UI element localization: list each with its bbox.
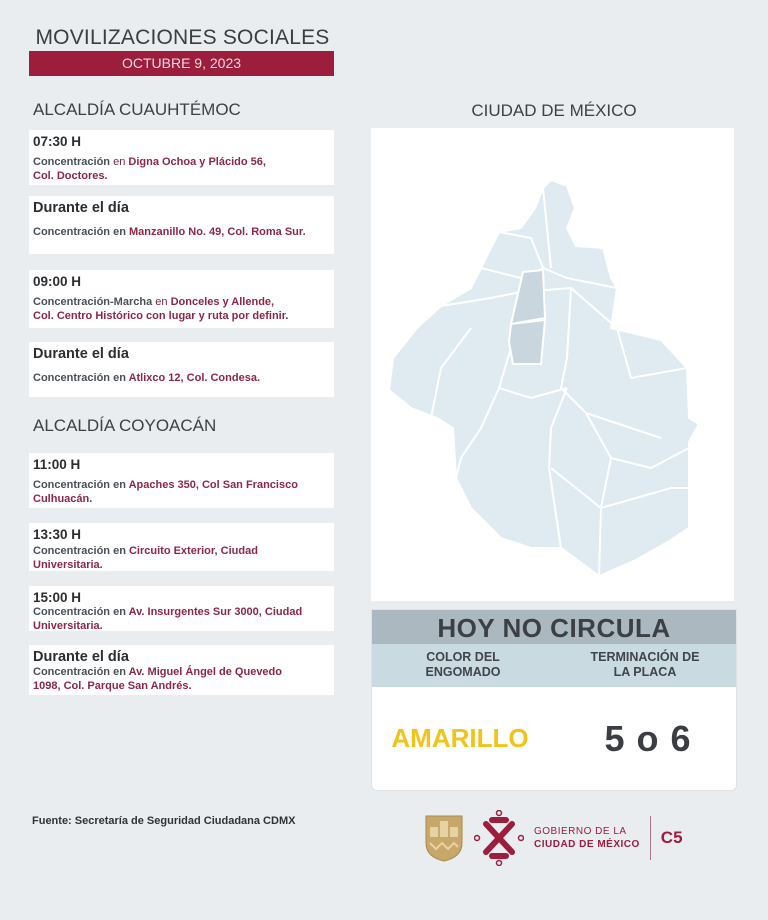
event-time: 09:00 H bbox=[33, 274, 82, 289]
page-title: MOVILIZACIONES SOCIALES bbox=[35, 26, 330, 49]
sticker-color-value: AMARILLO bbox=[391, 723, 529, 753]
event-time: 07:30 H bbox=[33, 134, 82, 149]
event-description: Concentración en Av. Insurgentes Sur 3000, Ciudad Universitaria. bbox=[33, 606, 303, 632]
event-time: 15:00 H bbox=[33, 590, 82, 605]
event-card bbox=[29, 523, 334, 571]
event-description: Concentración en Atlixco 12, Col. Condesa. bbox=[33, 372, 260, 384]
hoy-no-circula-panel bbox=[371, 609, 737, 791]
event-time: Durante el día bbox=[33, 346, 129, 362]
cdmx-coat-of-arms-icon bbox=[424, 813, 464, 863]
map-title: CIUDAD DE MÉXICO bbox=[471, 101, 637, 120]
event-description: Concentración en Circuito Exterior, Ciudad Universitaria. bbox=[33, 545, 258, 571]
c5-logo: C5 bbox=[660, 828, 683, 847]
gov-cdmx-wordmark: GOBIERNO DE LA CIUDAD DE MÉXICO bbox=[534, 826, 640, 850]
event-time: 11:00 H bbox=[33, 457, 81, 472]
event-description: Concentración en Manzanillo No. 49, Col. Roma Sur. bbox=[33, 226, 306, 238]
event-description: Concentración en Apaches 350, Col San Francisco Culhuacán. bbox=[33, 479, 298, 505]
event-description: Concentración en Av. Miguel Ángel de Quevedo 1098, Col. Parque San Andrés. bbox=[33, 666, 282, 692]
sticker-color-label: COLOR DEL ENGOMADO bbox=[425, 650, 501, 679]
hoy-no-circula-labels bbox=[372, 644, 736, 687]
source-note: Fuente: Secretaría de Seguridad Ciudadana CDMX bbox=[32, 815, 296, 827]
event-time: 13:30 H bbox=[33, 527, 82, 542]
plate-ending-label: TERMINACIÓN DE LA PLACA bbox=[590, 650, 700, 679]
event-card bbox=[29, 270, 334, 328]
event-card bbox=[29, 196, 334, 254]
section-title-cuauhtemoc: ALCALDÍA CUAUHTÉMOC bbox=[33, 100, 241, 119]
cdmx-map bbox=[371, 128, 734, 601]
event-time: Durante el día bbox=[33, 200, 129, 216]
event-time: Durante el día bbox=[33, 649, 129, 665]
section-title-coyoacan: ALCALDÍA COYOACÁN bbox=[33, 416, 217, 435]
cdmx-government-logo-icon bbox=[474, 810, 524, 866]
event-card bbox=[29, 645, 334, 695]
logo-divider bbox=[650, 816, 651, 860]
hoy-no-circula-title: HOY NO CIRCULA bbox=[372, 610, 736, 644]
event-card bbox=[29, 453, 334, 508]
event-card bbox=[29, 130, 334, 185]
date-banner: OCTUBRE 9, 2023 bbox=[29, 51, 334, 76]
footer-logos bbox=[424, 810, 683, 866]
hoy-no-circula-values bbox=[372, 687, 736, 790]
plate-ending-value: 5 o 6 bbox=[604, 717, 692, 759]
cdmx-map-shape bbox=[371, 128, 734, 601]
event-card bbox=[29, 586, 334, 631]
event-card bbox=[29, 342, 334, 397]
event-description: Concentración-Marcha en Donceles y Allende, Col. Centro Histórico con lugar y ruta por definir. bbox=[33, 296, 289, 322]
event-description: Concentración en Digna Ochoa y Plácido 56, Col. Doctores. bbox=[33, 156, 266, 182]
